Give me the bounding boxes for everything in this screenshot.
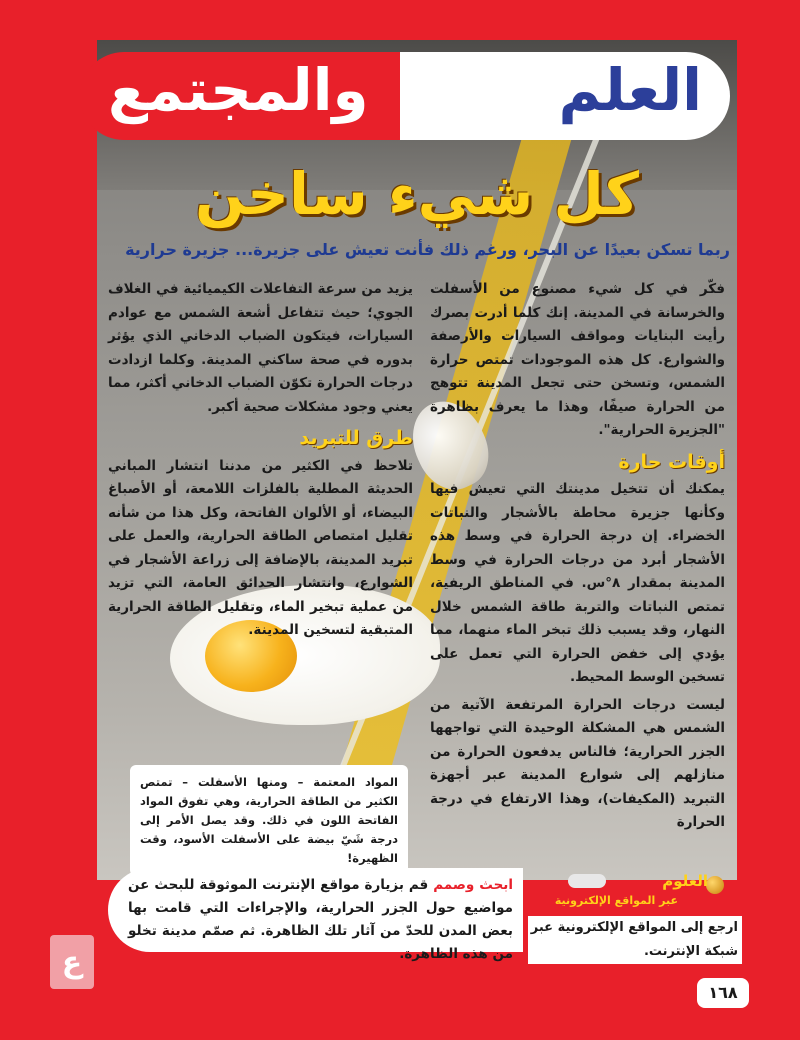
web-note: ارجع إلى المواقع الإلكترونية عبر شبكة الإنترنت.	[528, 916, 742, 964]
right-paragraph-1: فكّر في كل شيء مصنوع من الأسفلت والخرسانة في المدينة. إنك كلما أدرت بصرك رأيت البنايات ومواقف السيارات والأرصفة والشوارع. كل هذه الموجودات تمتص حرارة الشمس، وتسخن حتى تجعل المدينة تتوهج من الحرارة صيفًا، وهذا ما يعرف بظاهرة "الجزيرة الحرارية".	[430, 281, 725, 438]
right-paragraph-3: ليست درجات الحرارة المرتفعة الآتية من الشمس هي المشكلة الوحيدة التي تواجهها الجزر الحرارية؛ فالناس يدفعون الحرارة من منازلهم إلى شوارع المدينة عبر أجهزة التبريد (المكيفات)، وهذا الارتفاع في درجة الحرارة	[430, 696, 725, 830]
banner-society: والمجتمع	[108, 56, 369, 124]
left-paragraph-1: يزيد من سرعة التفاعلات الكيميائية في الغلاف الجوي؛ حيث تتفاعل أشعة الشمس مع عوادم السيارات، فيتكون الضباب الدخاني الذي يؤثر بدوره في صحة ساكني المدينة. وكلما ازدادت درجات الحرارة تكوّن الضباب الدخاني أكثر، مما يعني وجود مشكلات صحية أكبر.	[108, 281, 413, 415]
heading-cooling-methods: طرق للتبريد	[299, 427, 413, 449]
section-banner	[80, 52, 730, 140]
mouse-icon	[568, 874, 606, 888]
research-text-block	[128, 874, 513, 966]
web-subtitle: عبر المواقع الإلكترونية	[554, 894, 678, 907]
globe-icon	[706, 876, 724, 894]
page-number: ١٦٨	[697, 978, 749, 1008]
research-label: ابحث وصمم	[433, 877, 513, 893]
article-subtitle: ربما تسكن بعيدًا عن البحر، ورغم ذلك فأنت تعيش على جزيرة... جزيرة حرارية	[125, 240, 730, 259]
right-paragraph-2: يمكنك أن تتخيل مدينتك التي تعيش فيها وكأنها جزيرة محاطة بالأشجار والنباتات الخضراء. إن درجة الحرارة في وسط هذه الأشجار أبرد من درجات الحرارة في وسط المدينة بمقدار ٨°س. في المناطق الريفية، تمتص النباتات والتربة طاقة الشمس خلال النهار، وقد يسبب ذلك تبخر الماء منهما، مما يؤدي إلى خفض الحرارة التي تعمل على تسخين الوسط المحيط.	[430, 481, 725, 685]
research-text: قم بزيارة مواقع الإنترنت الموثوقة للبحث عن مواضيع حول الجزر الحرارية، والإجراءات التي قامت بها بعض المدن للحدّ من آثار تلك الظاهرة. ثم صمّم مدينة تخلو من هذه الظاهرة.	[128, 877, 513, 962]
heading-hot-times: أوقات حارة	[618, 450, 725, 473]
article-title: كل شيء ساخن	[194, 160, 640, 228]
right-column	[430, 278, 725, 839]
left-paragraph-2: تلاحظ في الكثير من مدننا انتشار المباني الحديثة المطلية بالفلزات اللامعة، أو الأصباغ البيضاء، أو الألوان الفاتحة، وكل هذا من شأنه تقليل امتصاص الطاقة الحرارية، والعمل على تبريد المدينة، بالإضافة إلى زراعة الأشجار في الشوارع، وانتشار الحدائق العامة، التي تزيد من عملية تبخير الماء، وتقليل الطاقة الحرارية المتبقية لتسخين المدينة.	[108, 457, 413, 638]
publisher-logo: ع	[50, 935, 94, 989]
web-brand: العلوم	[662, 872, 708, 890]
banner-science: العلم	[558, 56, 702, 124]
fact-note: المواد المعتمة – ومنها الأسفلت – تمتص الكثير من الطاقة الحرارية، وهي تفوق المواد الفاتحة اللون في ذلك. وقد يصل الأمر إلى درجة شَيّ بيضة على الأسفلت الأسود، وقت الظهيرة!	[130, 765, 408, 876]
research-box	[108, 868, 523, 962]
left-column	[108, 278, 413, 647]
